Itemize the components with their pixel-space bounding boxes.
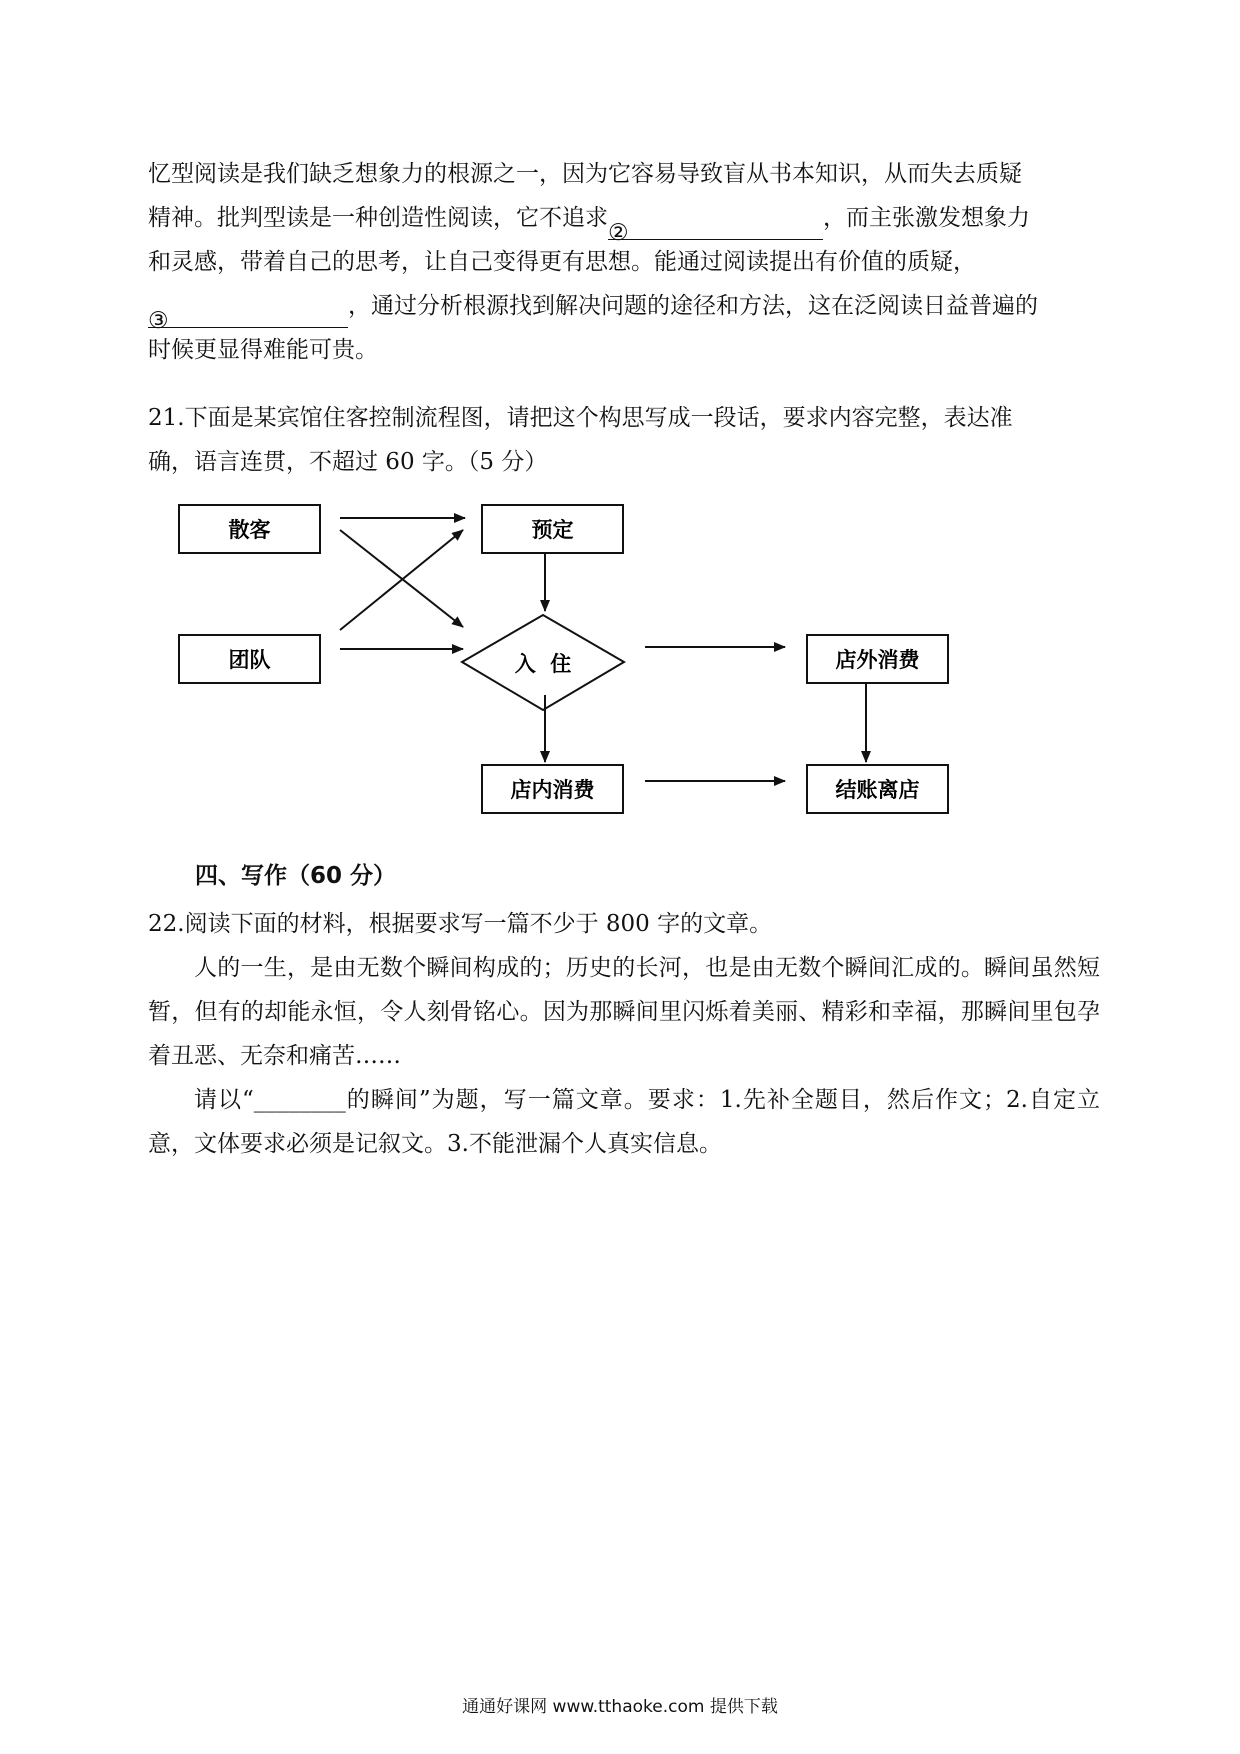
node-checkin-label: 入 住: [514, 652, 572, 676]
passage-line-1: 忆型阅读是我们缺乏想象力的根源之一，因为它容易导致盲从书本知识，从而失去质疑: [148, 161, 1022, 187]
node-individual-label: 散客: [228, 518, 271, 542]
blank-3-marker: ③: [148, 308, 169, 334]
node-checkout-label: 结账离店: [835, 778, 920, 802]
question-22-material: 人的一生，是由无数个瞬间构成的；历史的长河，也是由无数个瞬间汇成的。瞬间虽然短暂，但有的却能永恒，令人刻骨铭心。因为那瞬间里闪烁着美丽、精彩和幸福，那瞬间里包孕着丑恶、无奈和痛苦……: [148, 955, 1100, 1069]
passage-line-4: [148, 284, 1100, 334]
passage-line-2: [148, 196, 1100, 246]
passage-line-2-text: 精神。批判型读是一种创造性阅读，它不追求: [148, 205, 608, 231]
blank-2-marker: ②: [608, 220, 629, 246]
node-reservation-label: 预定: [531, 518, 574, 542]
hotel-flowchart: [0, 490, 1240, 830]
answer-blank-3[interactable]: [148, 299, 348, 334]
passage-line-4-text: ，通过分析根源找到解决问题的途径和方法，这在泛阅读日益普遍的: [348, 293, 1038, 319]
answer-blank-2[interactable]: [608, 211, 823, 246]
question-22-prompt: 22.阅读下面的材料，根据要求写一篇不少于 800 字的文章。: [148, 911, 773, 937]
passage-line-5: 时候更显得难能可贵。: [148, 337, 378, 363]
node-internal-consumption-label: 店内消费: [510, 778, 595, 802]
node-external-consumption-label: 店外消费: [835, 648, 920, 672]
question-22-requirement: 请以“________的瞬间”为题，写一篇文章。要求：1.先补全题目，然后作文；2.自定立意，文体要求必须是记叙文。3.不能泄漏个人真实信息。: [148, 1087, 1100, 1157]
question-21-line-1: 21.下面是某宾馆住客控制流程图，请把这个构思写成一段话，要求内容完整，表达准: [148, 405, 1013, 431]
passage-line-3: 和灵感，带着自己的思考，让自己变得更有思想。能通过阅读提出有价值的质疑，: [148, 249, 976, 275]
node-group-label: 团队: [228, 648, 271, 672]
section-4-title: 四、写作（60 分）: [195, 863, 397, 889]
question-21-line-2: 确，语言连贯，不超过 60 字。（5 分）: [148, 449, 548, 475]
page-footer: 通通好课网 www.tthaoke.com 提供下载: [462, 1697, 778, 1717]
passage-line-2-tail: ，而主张激发想象力: [823, 205, 1030, 231]
